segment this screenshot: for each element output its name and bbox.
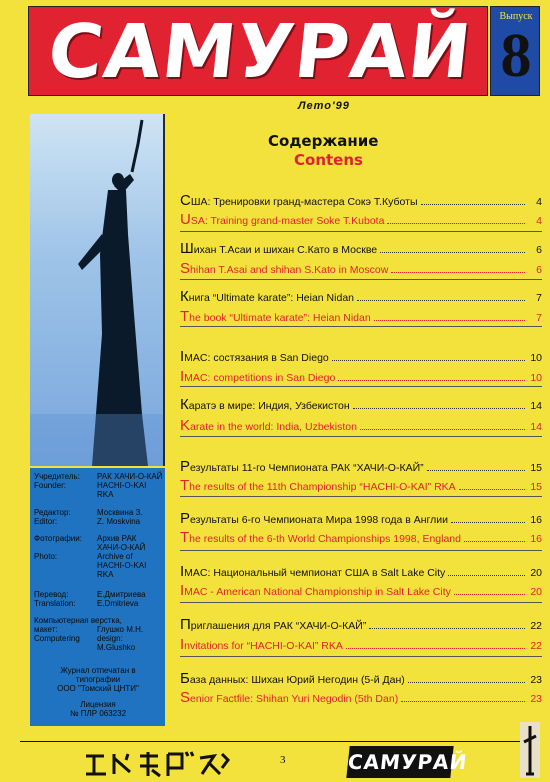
contents-entry-page: 10: [530, 352, 542, 364]
contents-entry-en: [180, 584, 542, 600]
contents-entry-text: нига “Ultimate karate”: Heian Nidan: [188, 292, 354, 304]
contents-entry-page: 7: [536, 292, 542, 304]
dot-leader: [391, 262, 525, 273]
issue-box: [490, 6, 540, 96]
contents-entry-ru: [180, 350, 542, 366]
credit-translation-value: Е.Дмитриева E.Dmitrieva: [97, 590, 146, 608]
contents-separator: [180, 550, 542, 551]
credits-panel: [30, 468, 165, 726]
contents-entry-title: [180, 350, 329, 366]
dot-leader: [427, 460, 525, 471]
contents-entry-title: [180, 512, 448, 528]
contents-separator: [180, 602, 542, 603]
contents-entry-title: [180, 638, 343, 654]
contents-entry-page: 16: [530, 514, 542, 526]
contents-entry-text: езультаты 6-го Чемпионата Мира 1998 года в Англии: [190, 514, 449, 526]
contents-entry-text: езультаты 11-го Чемпионата РАК “ХАЧИ-О-КАЙ”: [190, 462, 424, 474]
contents-entry-title: [180, 419, 357, 435]
credit-design-label: Компьютерная верстка, макет: Computering: [34, 616, 122, 643]
contents-entry-title: [180, 370, 335, 386]
contents-entry-initial: T: [180, 308, 190, 325]
cover-photo: [30, 114, 165, 466]
contents-entry-text: arate in the world: India, Uzbekiston: [190, 421, 357, 433]
credit-editor: [34, 508, 164, 528]
credit-design: [34, 616, 164, 656]
contents-entry-initial: U: [180, 211, 191, 228]
contents-entry-ru: [180, 242, 542, 258]
contents-entry-page: 14: [530, 400, 542, 412]
contents-entry-initial: T: [180, 529, 190, 546]
dot-leader: [448, 565, 525, 576]
contents-entry-text: SA: Training grand-master Soke T.Kubota: [190, 215, 385, 227]
contents-entry-title: [180, 310, 371, 326]
dot-leader: [408, 672, 525, 683]
contents-entry-title: [180, 290, 354, 306]
contents-entry-page: 6: [536, 244, 542, 256]
contents-entry-text: риглашения для РАК “ХАЧИ-О-КАЙ”: [190, 620, 367, 632]
credit-photo-value: Архив РАК ХАЧИ-О-КАЙ Archive of HACHI-O-KAI RKA: [97, 534, 147, 579]
contents-entry-text: ША: Тренировки гранд-мастера Сокэ Т.Куботы: [190, 196, 418, 208]
contents-entry-text: MAC: Национальный чемпионат США в Salt Lake City: [184, 567, 446, 579]
page-number: 3: [280, 754, 286, 766]
contents-separator: [180, 231, 542, 232]
contents-entry-initial: К: [180, 396, 189, 413]
contents-entry-title: [180, 194, 418, 210]
credit-editor-label: Редактор: Editor:: [34, 508, 71, 526]
credit-translation: [34, 590, 164, 610]
contents-entry-title: [180, 672, 405, 688]
dot-leader: [454, 584, 525, 595]
credit-founder-label: Учредитель: Founder:: [34, 472, 80, 490]
contents-entry-text: he results of the 11th Championship “HACHI-O-KAI” RKA: [189, 481, 456, 493]
dot-leader: [369, 618, 525, 629]
contents-entry-page: 6: [536, 264, 542, 276]
dot-leader: [459, 479, 525, 490]
dot-leader: [451, 512, 525, 523]
contents-entry-initial: I: [180, 368, 185, 385]
contents-entry-title: [180, 691, 398, 707]
contents-entry-ru: [180, 398, 542, 414]
contents-entry-en: [180, 310, 542, 326]
contents-entry-page: 14: [530, 421, 542, 433]
contents-entry-text: аратэ в мире: Индия, Узбекистон: [188, 400, 350, 412]
contents-entry-title: [180, 398, 350, 414]
contents-entry-en: [180, 370, 542, 386]
dot-leader: [360, 419, 525, 430]
contents-entry-title: [180, 213, 384, 229]
contents-entry-en: [180, 213, 542, 229]
dot-leader: [464, 531, 525, 542]
contents-entry-page: 10: [530, 372, 542, 384]
dot-leader: [380, 242, 525, 253]
contents-entry-page: 22: [530, 640, 542, 652]
contents-entry-title: [180, 531, 461, 547]
contents-separator: [180, 326, 542, 327]
contents-entry-initial: Ш: [180, 240, 194, 257]
credit-license: Лицензия № ПЛР 063232: [69, 700, 127, 718]
contents-entry-title: [180, 584, 451, 600]
contents-separator: [180, 436, 542, 437]
contents-entry-initial: I: [180, 348, 185, 365]
contents-entry-en: [180, 262, 542, 278]
contents-entry-ru: [180, 290, 542, 306]
contents-entry-en: [180, 419, 542, 435]
footer-divider: [20, 741, 530, 742]
corner-figure-image: [520, 722, 540, 778]
contents-entry-text: аза данных: Шихан Юрий Негодин (5-й Дан): [189, 674, 405, 686]
contents-entry-page: 20: [530, 567, 542, 579]
contents-entry-initial: I: [180, 636, 185, 653]
contents-entry-text: enior Factfile: Shihan Yuri Negodin (5th Dan): [190, 693, 399, 705]
masthead-banner: [28, 6, 488, 96]
dot-leader: [421, 194, 525, 205]
contents-entry-text: nvitations for “HACHI-O-KAI” RKA: [184, 640, 343, 652]
contents-entry-title: [180, 479, 456, 495]
handwritten-signature-image: [82, 748, 232, 778]
contents-entry-en: [180, 691, 542, 707]
contents-entry-text: hihan T.Asai and shihan S.Kato in Moscow: [190, 264, 389, 276]
contents-entry-text: he book “Ultimate karate”: Heian Nidan: [189, 312, 371, 324]
contents-entry-ru: [180, 672, 542, 688]
credit-translation-label: Перевод: Translation:: [34, 590, 76, 608]
credit-founder-value: РАК ХАЧИ-О-КАЙ HACHI-O-KAI RKA: [97, 472, 163, 499]
contents-title-ru: Содержание: [268, 132, 379, 150]
contents-entry-page: 7: [536, 312, 542, 324]
contents-entry-ru: [180, 618, 542, 634]
dot-leader: [401, 691, 525, 702]
dot-leader: [387, 213, 525, 224]
dot-leader: [357, 290, 525, 301]
contents-entry-text: MAC: состязания в San Diego: [184, 352, 329, 364]
contents-entry-page: 23: [530, 693, 542, 705]
contents-entry-initial: I: [180, 582, 185, 599]
season-label: Лето'99: [298, 100, 350, 112]
contents-entry-en: [180, 638, 542, 654]
contents-entry-page: 20: [530, 586, 542, 598]
contents-entry-initial: K: [180, 417, 191, 434]
contents-entry-title: [180, 618, 366, 634]
contents-entry-initial: С: [180, 192, 191, 209]
contents-entry-title: [180, 242, 377, 258]
credit-editor-value: Москвина З. Z. Moskvina: [97, 508, 143, 526]
issue-number: 8: [500, 22, 532, 90]
contents-entry-initial: П: [180, 616, 191, 633]
credit-design-value: Глушко М.Н. design: M.Glushko: [97, 625, 144, 652]
contents-entry-initial: S: [180, 689, 191, 706]
contents-separator: [180, 386, 542, 387]
contents-entry-ru: [180, 565, 542, 581]
credit-printing: Журнал отпечатан в типографии ООО "Томский ЦНТИ": [57, 666, 139, 693]
contents-entry-text: he results of the 6-th World Championships 1998, England: [189, 533, 461, 545]
dot-leader: [338, 370, 525, 381]
contents-title-en: Contens: [294, 151, 363, 169]
contents-entry-initial: Р: [180, 510, 191, 527]
credit-photo-label: Фотографии: Photo:: [34, 534, 82, 561]
dot-leader: [374, 310, 525, 321]
contents-entry-initial: Р: [180, 458, 191, 475]
contents-entry-page: 4: [536, 215, 542, 227]
contents-entry-en: [180, 479, 542, 495]
contents-entry-title: [180, 460, 424, 476]
contents-entry-page: 4: [536, 196, 542, 208]
contents-entry-initial: К: [180, 288, 189, 305]
credit-photo: [34, 534, 164, 582]
contents-entry-page: 16: [530, 533, 542, 545]
contents-entry-text: MAC - American National Championship in Salt Lake City: [184, 586, 451, 598]
contents-entry-initial: Б: [180, 670, 190, 687]
issue-label: Выпуск: [499, 11, 533, 22]
contents-entry-ru: [180, 460, 542, 476]
contents-entry-initial: S: [180, 260, 191, 277]
magazine-title: САМУРАЙ: [44, 9, 476, 95]
contents-separator: [180, 496, 542, 497]
contents-separator: [180, 656, 542, 657]
contents-entry-text: MAC: competitions in San Diego: [184, 372, 336, 384]
contents-entry-text: ихан Т.Асаи и шихан С.Като в Москве: [193, 244, 378, 256]
contents-entry-title: [180, 565, 445, 581]
contents-entry-title: [180, 262, 388, 278]
contents-entry-en: [180, 531, 542, 547]
contents-entry-initial: I: [180, 563, 185, 580]
dot-leader: [353, 398, 525, 409]
credit-founder: [34, 472, 164, 502]
contents-entry-ru: [180, 512, 542, 528]
contents-entry-ru: [180, 194, 542, 210]
footer-logo: САМУРАЙ: [346, 746, 453, 778]
dot-leader: [346, 638, 525, 649]
karateka-silhouette-image: [30, 114, 165, 466]
contents-entry-initial: T: [180, 477, 190, 494]
contents-entry-page: 23: [530, 674, 542, 686]
contents-entry-page: 22: [530, 620, 542, 632]
contents-separator: [180, 279, 542, 280]
contents-entry-page: 15: [530, 481, 542, 493]
contents-entry-page: 15: [530, 462, 542, 474]
dot-leader: [332, 350, 525, 361]
